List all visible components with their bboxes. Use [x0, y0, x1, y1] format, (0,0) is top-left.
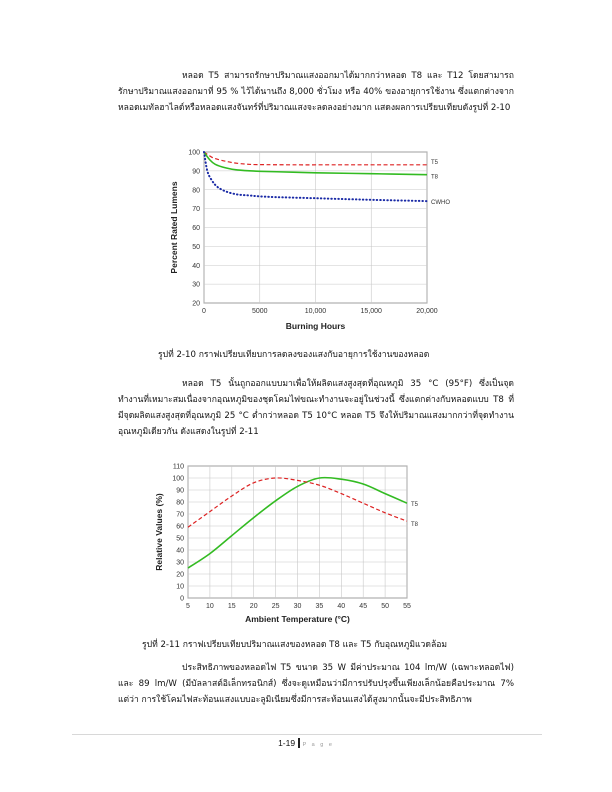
x-tick-label: 5 — [186, 603, 190, 610]
x-tick-label: 0 — [202, 308, 206, 315]
paragraph-2 — [118, 376, 514, 440]
page-footer — [0, 738, 612, 748]
x-tick-label: 5000 — [251, 308, 268, 315]
x-tick-label: 50 — [381, 603, 389, 610]
y-tick-label: 50 — [176, 535, 184, 543]
y-tick-label: 0 — [180, 595, 184, 603]
x-tick-label: 15,000 — [360, 308, 382, 315]
y-tick-label: 100 — [172, 475, 184, 483]
x-tick-label: 20,000 — [416, 308, 438, 315]
series-label-t8: T8 — [431, 174, 439, 181]
y-tick-label: 90 — [192, 168, 200, 176]
y-tick-label: 50 — [192, 243, 200, 251]
y-tick-label: 70 — [176, 511, 184, 519]
footer-separator — [298, 738, 300, 748]
y-tick-label: 30 — [176, 559, 184, 567]
x-tick-label: 15 — [227, 603, 236, 610]
x-tick-label: 55 — [403, 603, 411, 610]
x-tick-label: 30 — [293, 603, 302, 610]
y-tick-label: 10 — [176, 583, 184, 591]
y-tick-label: 110 — [172, 463, 184, 471]
x-tick-label: 20 — [249, 603, 258, 610]
x-tick-label: 25 — [271, 603, 280, 610]
y-tick-label: 60 — [176, 523, 184, 531]
y-tick-label: 40 — [192, 262, 200, 270]
y-tick-label: 100 — [188, 149, 200, 157]
y-tick-label: 80 — [176, 499, 184, 507]
x-tick-label: 10,000 — [304, 308, 327, 315]
y-tick-label: 20 — [192, 300, 200, 308]
y-axis-title: Relative Values (%) — [154, 493, 164, 571]
paragraph-2-text: หลอด T5 นั้นถูกออกแบบมาเพื่อให้ผลิตแสงสูงสุดที่อุณหภูมิ 35 °C (95°F) ซึ่งเป็นจุดทำงานที่เหมาะสมเนื่องจากอุณหภูมิของชุดโคมไฟขณะทำงานจะอยู่ในช่วงนี้ ซึ่งแตกต่างกับหลอดแบบ T8 ที่มีจุดผลิตแสงสูงสุดที่อุณหภูมิ 25 °C ต่ำกว่าหลอด T5 10°C หลอด T5 จึงให้ปริมาณแสงมากกว่าที่จุดทำงานอุณหภูมิเดียวกัน ดังแสดงในรูปที่ 2-11 — [118, 379, 514, 437]
page-number: 1-19 — [278, 738, 296, 748]
x-tick-label: 40 — [337, 603, 346, 610]
y-tick-label: 40 — [176, 547, 184, 555]
x-tick-label: 45 — [359, 603, 368, 610]
figure-2-10-caption: รูปที่ 2-10 กราฟเปรียบเทียบการลดลงของแสงกับอายุการใช้งานของหลอด — [158, 350, 430, 360]
y-tick-label: 70 — [192, 206, 200, 214]
y-tick-label: 60 — [192, 225, 200, 232]
series-label-cwho: CWHO — [431, 200, 450, 207]
x-axis-title: Ambient Temperature (°C) — [245, 614, 350, 624]
footer-divider — [72, 734, 542, 735]
y-tick-label: 90 — [176, 487, 184, 495]
series-label-t5: T5 — [411, 502, 419, 509]
x-axis-title: Burning Hours — [285, 321, 346, 331]
y-tick-label: 80 — [192, 187, 200, 195]
series-label-t8: T8 — [411, 522, 419, 529]
y-axis-title: Percent Rated Lumens — [169, 181, 179, 274]
paragraph-3-text: ประสิทธิภาพของหลอดไฟ T5 ขนาด 35 W มีค่าประมาณ 104 lm/W (เฉพาะหลอดไฟ) และ 89 lm/W (มีบัลลาสต์อิเล็กทรอนิกส์) ซึ่งจะดูเหมือนว่ามีการปรับปรุงขึ้นเพียงเล็กน้อยคือประมาณ 7% แต่ว่า การใช้โคมไฟสะท้อนแสงแบบอะลูมิเนียมซึ่งมีการสะท้อนแสงได้สูงมากนั้นจะมีประสิทธิภาพ — [118, 663, 514, 705]
x-tick-label: 10 — [206, 603, 214, 610]
paragraph-1-text: หลอด T5 สามารถรักษาปริมาณแสงออกมาได้มากกว่าหลอด T8 และ T12 โดยสามารถรักษาปริมาณแสงออกมาที่ 95 % ไว้ได้นานถึง 8,000 ชั่วโมง หรือ 40% ของอายุการใช้งาน ซึ่งแตกต่างจากหลอดเมทัลฮาไลด์หรือหลอดแสงจันทร์ที่ปริมาณแสงจะลดลงอย่างมาก แสดงผลการเปรียบเทียบดังรูปที่ 2-10 — [118, 71, 514, 113]
figure-2-11-caption: รูปที่ 2-11 กราฟเปรียบเทียบปริมาณแสงของหลอด T8 และ T5 กับอุณหภูมิแวดล้อม — [142, 640, 448, 650]
paragraph-3 — [118, 660, 514, 708]
x-tick-label: 35 — [315, 603, 324, 610]
page-word: P a g e — [302, 742, 334, 748]
y-tick-label: 30 — [192, 281, 200, 289]
y-tick-label: 20 — [176, 571, 184, 579]
series-label-t5: T5 — [431, 159, 439, 166]
